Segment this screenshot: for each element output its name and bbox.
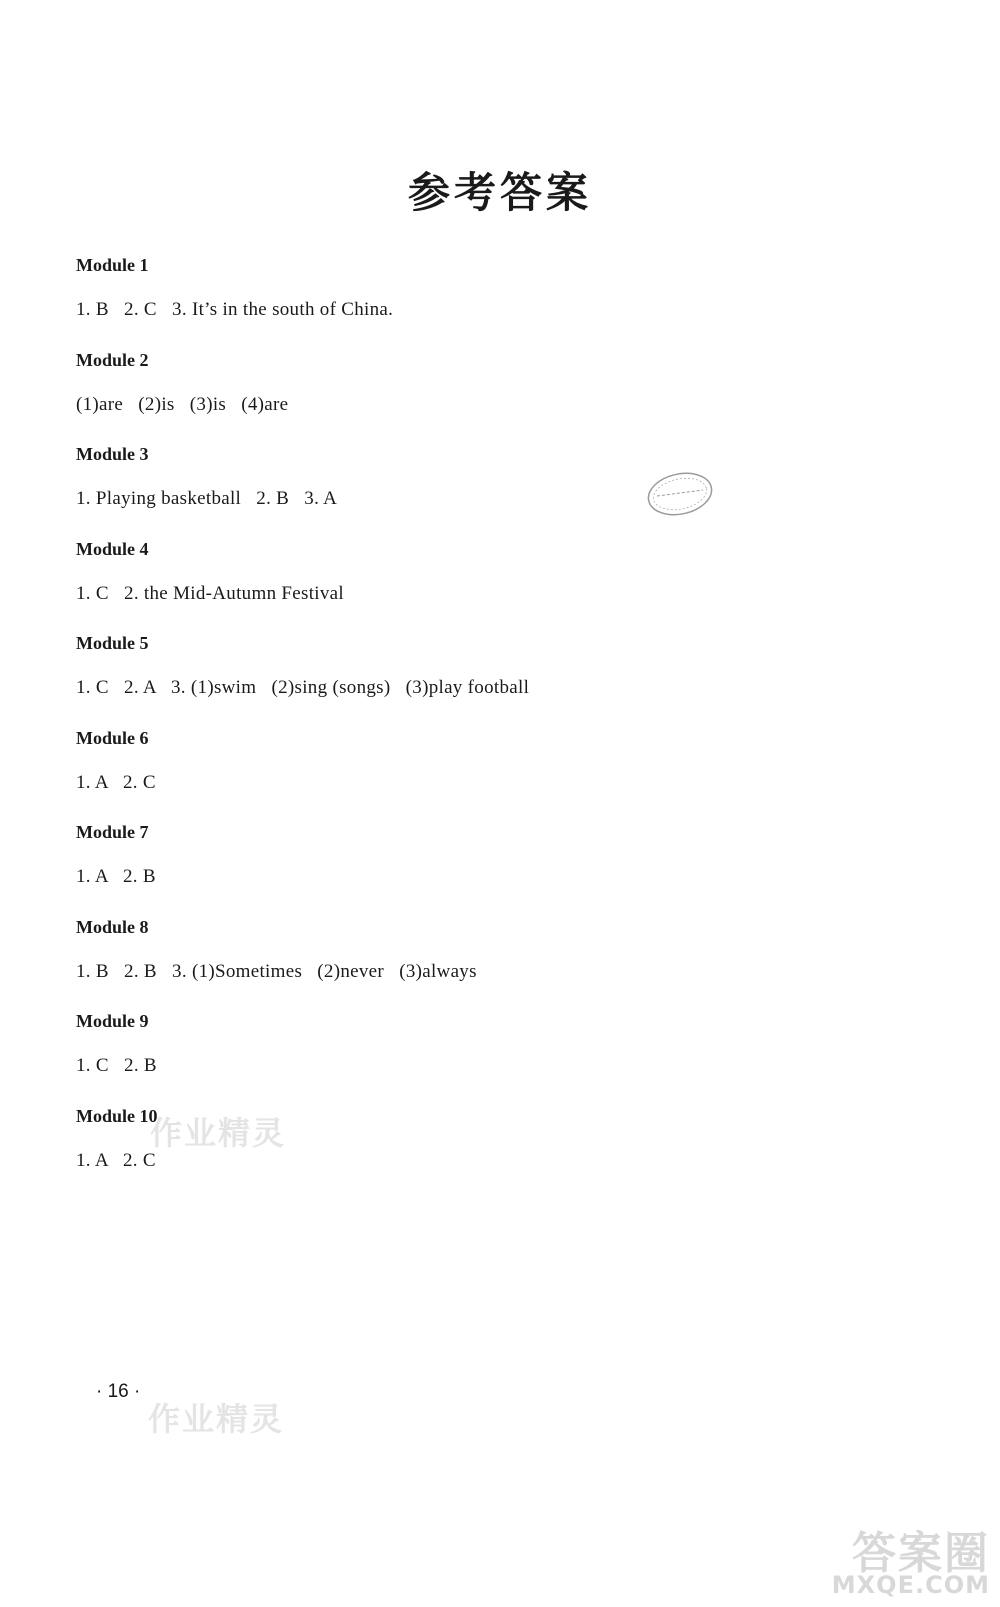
module-heading: Module 6 <box>76 727 149 748</box>
module-heading: Module 4 <box>76 538 149 559</box>
module-4 <box>76 539 776 634</box>
module-answer: 1. C 2. A 3. (1)swim (2)sing (songs) (3)play football <box>76 677 530 698</box>
module-heading: Module 5 <box>76 633 149 653</box>
corner-logo-top: 答案圈 <box>852 1528 990 1579</box>
stamp-icon <box>645 470 715 518</box>
page-title: 参考答案 <box>407 168 592 217</box>
module-heading: Module 10 <box>76 1105 158 1126</box>
module-answer: 1. C 2. the Mid-Autumn Festival <box>76 582 344 604</box>
module-5 <box>76 633 776 728</box>
module-answer: 1. C 2. B <box>76 1055 157 1076</box>
module-7 <box>76 822 776 917</box>
module-answer: 1. Playing basketball 2. B 3. A <box>76 488 338 509</box>
corner-logo-bottom: MXQE.COM <box>831 1571 990 1599</box>
module-answer: 1. B 2. C 3. It’s in the south of China. <box>76 299 394 320</box>
module-answer: 1. B 2. B 3. (1)Sometimes (2)never (3)always <box>76 960 477 982</box>
module-heading: Module 9 <box>76 1011 149 1031</box>
module-6 <box>76 728 776 823</box>
corner-watermark-logo <box>780 1517 990 1599</box>
watermark-text: 作业精灵 <box>148 1400 285 1438</box>
answer-list <box>76 255 776 1200</box>
module-answer: 1. A 2. B <box>76 866 156 887</box>
module-heading: Module 7 <box>76 822 149 842</box>
module-2 <box>76 350 776 445</box>
module-answer: (1)are (2)is (3)is (4)are <box>76 393 289 415</box>
module-1 <box>76 255 776 350</box>
module-heading: Module 3 <box>76 444 149 464</box>
module-answer: 1. A 2. C <box>76 771 156 793</box>
module-heading: Module 8 <box>76 916 149 937</box>
module-heading: Module 1 <box>76 255 149 275</box>
module-8 <box>76 917 776 1012</box>
watermark-text: 作业精灵 <box>150 1114 287 1152</box>
page-number: · 16 · <box>96 1381 141 1402</box>
module-9 <box>76 1011 776 1106</box>
module-answer: 1. A 2. C <box>76 1149 156 1171</box>
module-heading: Module 2 <box>76 349 149 370</box>
